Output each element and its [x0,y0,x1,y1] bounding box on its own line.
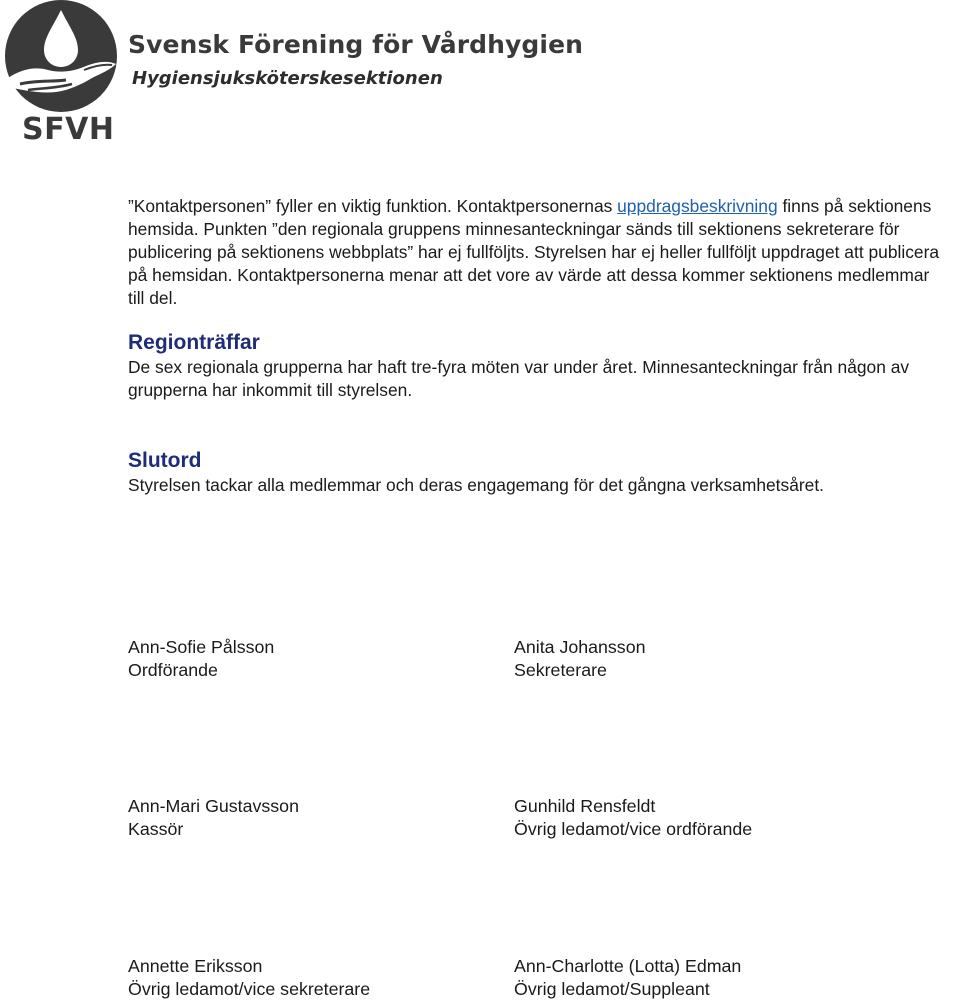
section-heading: Regionträffar [128,331,260,354]
signature-role: Ordförande [128,660,218,680]
signature-name: Anita Johansson [514,637,646,657]
section-slutord [128,448,948,497]
logo-abbreviation: SFVH [22,112,115,147]
signature-role: Övrig ledamot/vice ordförande [514,819,753,839]
signature-role: Övrig ledamot/vice sekreterare [128,979,371,999]
signature-role: Kassör [128,819,184,839]
signature-name: Ann-Sofie Pålsson [128,637,275,657]
section-text: De sex regionala grupperna har haft tre-fyra möten var under året. Minnesanteckningar från någon av grupperna har inkommit till styrelsen. [128,357,910,400]
intro-paragraph [128,195,948,310]
intro-text-part1: ”Kontaktpersonen” fyller en viktig funktion. Kontaktpersonernas [128,196,618,216]
document-body [128,195,948,495]
signature-block [128,795,299,841]
logo [0,0,584,160]
intro-text-part2: finns på sektionens hemsida. Punkten ”den regionala gruppens minnesanteckningar sänds till sektionens sekreterare för publicering på sektionens webbplats” har ej fullföljts. Styrelsen har ej heller fullföljt uppdraget att publicera på hemsidan. Kontaktpersonerna menar att det vore av värde att dessa kommer sektionens medlemmar till del. [128,196,940,308]
hand-drop-icon [0,0,130,115]
signature-name: Ann-Mari Gustavsson [128,796,299,816]
signature-block [128,636,274,682]
logo-title: Svensk Förening för Vårdhygien [128,30,584,59]
section-text: Styrelsen tackar alla medlemmar och deras engagemang för det gångna verksamhetsåret. [128,475,824,495]
signature-block [514,795,752,841]
signature-block [514,955,741,1001]
uppdragsbeskrivning-link[interactable]: uppdragsbeskrivning [617,196,778,216]
signature-name: Gunhild Rensfeldt [514,796,656,816]
section-regiontraffar [128,330,948,402]
signature-block [514,636,645,682]
signature-name: Ann-Charlotte (Lotta) Edman [514,956,742,976]
signature-name: Annette Eriksson [128,956,263,976]
signature-block [128,955,370,1001]
signature-role: Övrig ledamot/Suppleant [514,979,710,999]
signature-role: Sekreterare [514,660,607,680]
logo-subtitle: Hygiensjuksköterskesektionen [132,68,443,89]
section-heading: Slutord [128,449,202,472]
